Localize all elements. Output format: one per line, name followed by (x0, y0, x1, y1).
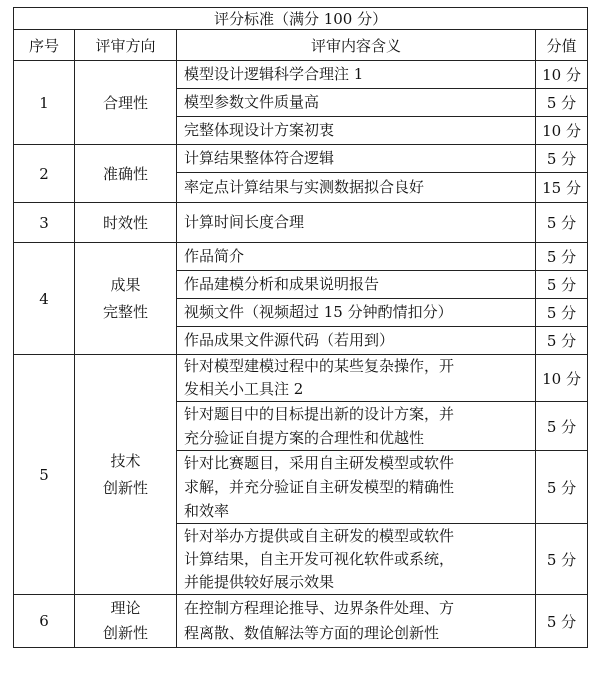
criterion-text: 计算结果整体符合逻辑 (177, 145, 536, 173)
criterion-score: 15 分 (536, 173, 588, 203)
criterion-text-line: 充分验证自提方案的合理性和优越性 (184, 429, 425, 447)
header-direction: 评审方向 (75, 30, 177, 61)
group-direction-line: 创新性 (102, 478, 148, 497)
criterion-score: 10 分 (536, 61, 588, 89)
group-direction (75, 355, 177, 595)
group-direction: 合理性 (75, 61, 177, 145)
criterion-text (177, 451, 536, 524)
criterion-text-line: 求解，并充分验证自主研发模型的精确性 (184, 478, 455, 496)
criterion-text (177, 595, 536, 648)
group-index: 4 (14, 243, 75, 355)
scoring-criteria-table (13, 7, 588, 648)
group-direction-line: 创新性 (102, 624, 148, 642)
criterion-text-line: 和效率 (184, 502, 230, 520)
criterion-text: 计算时间长度合理 (177, 203, 536, 243)
criterion-text: 模型设计逻辑科学合理注 1 (177, 61, 536, 89)
criterion-text-line: 针对比赛题目，采用自主研发模型或软件 (184, 454, 455, 472)
group-direction-line: 成果 (110, 275, 141, 294)
criterion-text (177, 355, 536, 402)
criterion-score: 5 分 (536, 524, 588, 595)
criterion-text: 作品成果文件源代码（若用到） (177, 327, 536, 355)
criterion-text: 模型参数文件质量高 (177, 89, 536, 117)
criterion-score: 5 分 (536, 402, 588, 451)
criterion-score: 5 分 (536, 451, 588, 524)
group-index: 6 (14, 595, 75, 648)
criterion-score: 5 分 (536, 145, 588, 173)
group-index: 5 (14, 355, 75, 595)
criterion-text-line: 针对举办方提供或自主研发的模型或软件 (184, 526, 455, 545)
group-index: 2 (14, 145, 75, 203)
table-row (14, 243, 588, 271)
group-index: 1 (14, 61, 75, 145)
criterion-text: 视频文件（视频超过 15 分钟酌情扣分） (177, 299, 536, 327)
criterion-text-line: 发相关小工具注 2 (184, 380, 304, 398)
table-row (14, 355, 588, 402)
criterion-score: 5 分 (536, 595, 588, 648)
group-direction-line: 完整性 (102, 302, 148, 321)
criterion-text-line: 针对模型建模过程中的某些复杂操作，开 (184, 357, 455, 375)
group-direction: 时效性 (75, 203, 177, 243)
criterion-text-line: 并能提供较好展示效果 (184, 572, 335, 591)
group-direction-line: 理论 (110, 599, 141, 617)
table-row (14, 203, 588, 243)
group-direction (75, 243, 177, 355)
table-row (14, 145, 588, 173)
criterion-score: 10 分 (536, 355, 588, 402)
header-score: 分值 (536, 30, 588, 61)
header-meaning: 评审内容含义 (177, 30, 536, 61)
criterion-text-line: 在控制方程理论推导、边界条件处理、方 (184, 599, 455, 617)
criterion-text: 作品建模分析和成果说明报告 (177, 271, 536, 299)
criterion-score: 5 分 (536, 299, 588, 327)
criterion-text-line: 针对题目中的目标提出新的设计方案，并 (184, 405, 455, 423)
criterion-text (177, 402, 536, 451)
table-row (14, 595, 588, 648)
group-direction-line: 技术 (110, 451, 141, 470)
group-index: 3 (14, 203, 75, 243)
criterion-score: 5 分 (536, 271, 588, 299)
criterion-text: 率定点计算结果与实测数据拟合良好 (177, 173, 536, 203)
group-direction: 准确性 (75, 145, 177, 203)
criterion-score: 5 分 (536, 243, 588, 271)
header-index: 序号 (14, 30, 75, 61)
criterion-score: 5 分 (536, 89, 588, 117)
criterion-text (177, 524, 536, 595)
group-direction (75, 595, 177, 648)
criterion-text: 作品简介 (177, 243, 536, 271)
criterion-text: 完整体现设计方案初衷 (177, 117, 536, 145)
criterion-score: 10 分 (536, 117, 588, 145)
criterion-text-line: 计算结果，自主开发可视化软件或系统， (184, 549, 455, 568)
table-title: 评分标准（满分 100 分） (14, 8, 588, 30)
criterion-score: 5 分 (536, 327, 588, 355)
criterion-score: 5 分 (536, 203, 588, 243)
table-row (14, 61, 588, 89)
criterion-text-line: 程离散、数值解法等方面的理论创新性 (184, 624, 440, 642)
